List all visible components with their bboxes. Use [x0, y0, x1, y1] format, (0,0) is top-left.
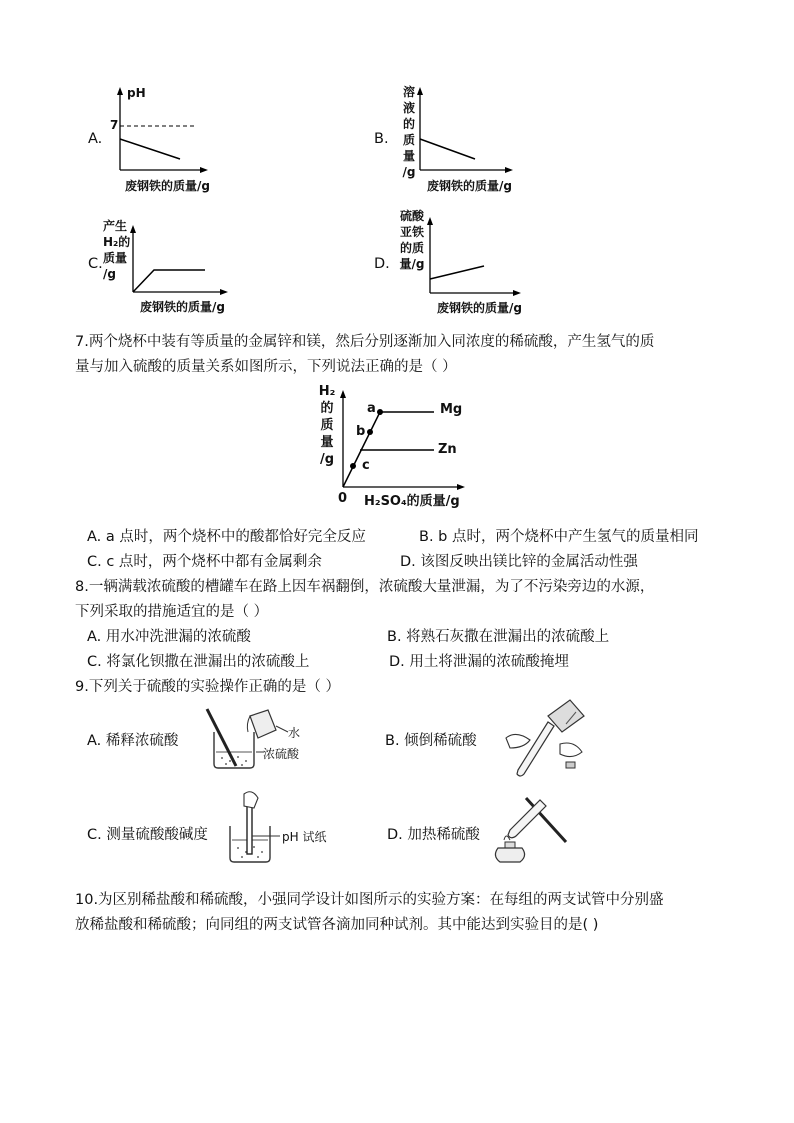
q7-point-b-label: b: [356, 424, 366, 439]
q7-stem-line1: 7.两个烧杯中装有等质量的金属锌和镁，然后分别逐渐加入同浓度的稀硫酸，产生氢气的质: [75, 334, 655, 350]
q9-option-c: C. 测量硫酸酸碱度: [87, 827, 208, 843]
q6-c-y-axis-label: 产生 H₂的 质量 /g: [103, 219, 131, 281]
q9-option-b: B. 倾倒稀硫酸: [385, 733, 477, 749]
q9-option-a: A. 稀释浓硫酸: [87, 733, 179, 749]
q7-series-zn-label: Zn: [438, 442, 457, 457]
q7-option-b: B. b 点时，两个烧杯中产生氢气的质量相同: [419, 529, 699, 545]
q8-option-d: D. 用土将泄漏的浓硫酸掩埋: [389, 654, 569, 670]
q9-c-ph-paper-label: pH 试纸: [282, 830, 327, 844]
q6-a-y-axis-label: pH: [127, 86, 146, 100]
q8-stem-line2: 下列采取的措施适宜的是（ ）: [75, 604, 269, 620]
q6-b-x-axis-label: 废钢铁的质量/g: [427, 179, 512, 193]
q9-stem: 9.下列关于硫酸的实验操作正确的是（ ）: [75, 679, 340, 695]
q9-a-water-label: 水: [288, 726, 301, 740]
q8-option-b: B. 将熟石灰撒在泄漏出的浓硫酸上: [387, 629, 610, 645]
q8-stem-line1: 8.一辆满载浓硫酸的槽罐车在路上因车祸翻倒，浓硫酸大量泄漏，为了不污染旁边的水源，: [75, 579, 655, 595]
q7-graph-y-axis-label: H₂ 的 质 量 /g: [318, 384, 336, 467]
q7-series-mg-label: Mg: [440, 402, 463, 417]
q8-option-c: C. 将氯化钡撒在泄漏出的浓硫酸上: [87, 654, 310, 670]
q7-origin-label: 0: [338, 491, 348, 506]
q6-option-d-label: D.: [374, 256, 390, 272]
q10-stem-line2: 放稀盐酸和稀硫酸；向同组的两支试管各滴加同种试剂。其中能达到实验目的是( ): [75, 917, 599, 933]
q7-graph-x-axis-label: H₂SO₄的质量/g: [364, 494, 460, 509]
q6-b-y-axis-label: 溶 液 的 质 量 /g: [402, 85, 416, 179]
q6-a-x-axis-label: 废钢铁的质量/g: [125, 179, 210, 193]
q7-option-a: A. a 点时，两个烧杯中的酸都恰好完全反应: [87, 529, 366, 545]
q8-option-a: A. 用水冲洗泄漏的浓硫酸: [87, 629, 251, 645]
q6-option-c-label: C.: [88, 256, 103, 272]
q6-d-x-axis-label: 废钢铁的质量/g: [437, 301, 522, 315]
q6-c-x-axis-label: 废钢铁的质量/g: [140, 300, 225, 314]
q7-stem-line2: 量与加入硫酸的质量关系如图所示，下列说法正确的是（ ）: [75, 359, 457, 375]
q6-a-tick-7: 7: [110, 118, 119, 132]
q7-point-c-label: c: [362, 458, 370, 473]
q6-d-y-axis-label: 硫酸 亚铁 的质 量/g: [399, 209, 425, 271]
q7-option-c: C. c 点时，两个烧杯中都有金属剩余: [87, 554, 322, 570]
q9-option-d: D. 加热稀硫酸: [387, 827, 480, 843]
q7-point-a-label: a: [367, 401, 376, 416]
q9-a-acid-label: 浓硫酸: [263, 747, 300, 761]
q7-option-d: D. 该图反映出镁比锌的金属活动性强: [400, 554, 638, 570]
q10-stem-line1: 10.为区别稀盐酸和稀硫酸，小强同学设计如图所示的实验方案：在每组的两支试管中分别盛: [75, 892, 664, 908]
q6-option-a-label: A.: [88, 131, 103, 147]
q6-option-b-label: B.: [374, 131, 389, 147]
